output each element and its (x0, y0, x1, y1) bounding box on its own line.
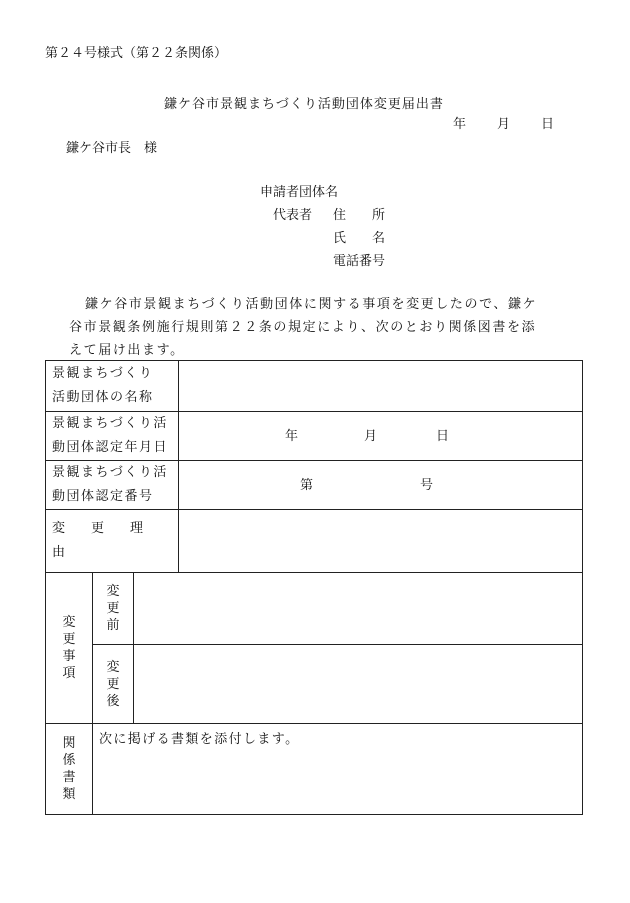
date-month: 月 (497, 117, 511, 132)
addressee: 鎌ケ谷市長 様 (66, 141, 158, 156)
cert-number-prefix: 第 (300, 478, 314, 493)
after-value[interactable] (134, 645, 583, 724)
group-name-value[interactable] (179, 361, 583, 412)
cert-date-month: 月 (364, 429, 378, 444)
group-name-label-line1: 景観まちづくり (52, 366, 154, 381)
body-line-3: えて届け出ます。 (69, 343, 185, 358)
address-label: 住 所 (333, 208, 386, 223)
after-label: 変 更 後 (93, 645, 134, 724)
body-line-1: 鎌ケ谷市景観まちづくり活動団体に関する事項を変更したので、鎌ケ (85, 297, 538, 312)
row-cert-date (46, 412, 583, 461)
related-docs-text: 次に掲げる書類を添付します。 (99, 732, 300, 747)
body-line-2: 谷市景観条例施行規則第２２条の規定により、次のとおり関係図書を添 (69, 320, 537, 335)
before-value[interactable] (134, 573, 583, 645)
related-docs-value[interactable] (93, 724, 583, 815)
cert-number-label-line1: 景観まちづくり活 (52, 465, 168, 480)
cert-date-value[interactable] (179, 412, 583, 461)
row-cert-number (46, 461, 583, 510)
representative-label: 代表者 (273, 208, 313, 223)
change-form-table (45, 360, 583, 815)
document-title: 鎌ケ谷市景観まちづくり活動団体変更届出書 (164, 97, 444, 112)
cert-number-suffix: 号 (420, 478, 434, 493)
phone-label: 電話番号 (333, 254, 386, 269)
cert-date-label-cell (46, 412, 179, 461)
group-name-label: 申請者団体名 (260, 185, 339, 200)
date-year: 年 (453, 117, 467, 132)
row-change-before (46, 573, 583, 645)
cert-date-label-line2: 動団体認定年月日 (52, 440, 169, 455)
cert-date-year: 年 (285, 429, 299, 444)
cert-number-label-line2: 動団体認定番号 (52, 489, 154, 504)
reason-value[interactable] (179, 510, 583, 573)
group-name-label-line2: 活動団体の名称 (52, 390, 154, 405)
cert-number-label-cell (46, 461, 179, 510)
date-day: 日 (541, 117, 555, 132)
form-number: 第２４号様式（第２２条関係） (45, 46, 228, 61)
row-related-docs (46, 724, 583, 815)
reason-label: 変 更 理 由 (46, 510, 179, 573)
row-change-after (46, 645, 583, 724)
cert-number-value[interactable] (179, 461, 583, 510)
cert-date-label-line1: 景観まちづくり活 (52, 416, 168, 431)
related-docs-label: 関 係 書 類 (46, 724, 93, 815)
name-label: 氏 名 (333, 231, 386, 246)
change-items-label: 変 更 事 項 (46, 573, 93, 724)
cert-date-day: 日 (436, 429, 450, 444)
row-group-name (46, 361, 583, 412)
before-label: 変 更 前 (93, 573, 134, 645)
group-name-label-cell (46, 361, 179, 412)
row-reason (46, 510, 583, 573)
